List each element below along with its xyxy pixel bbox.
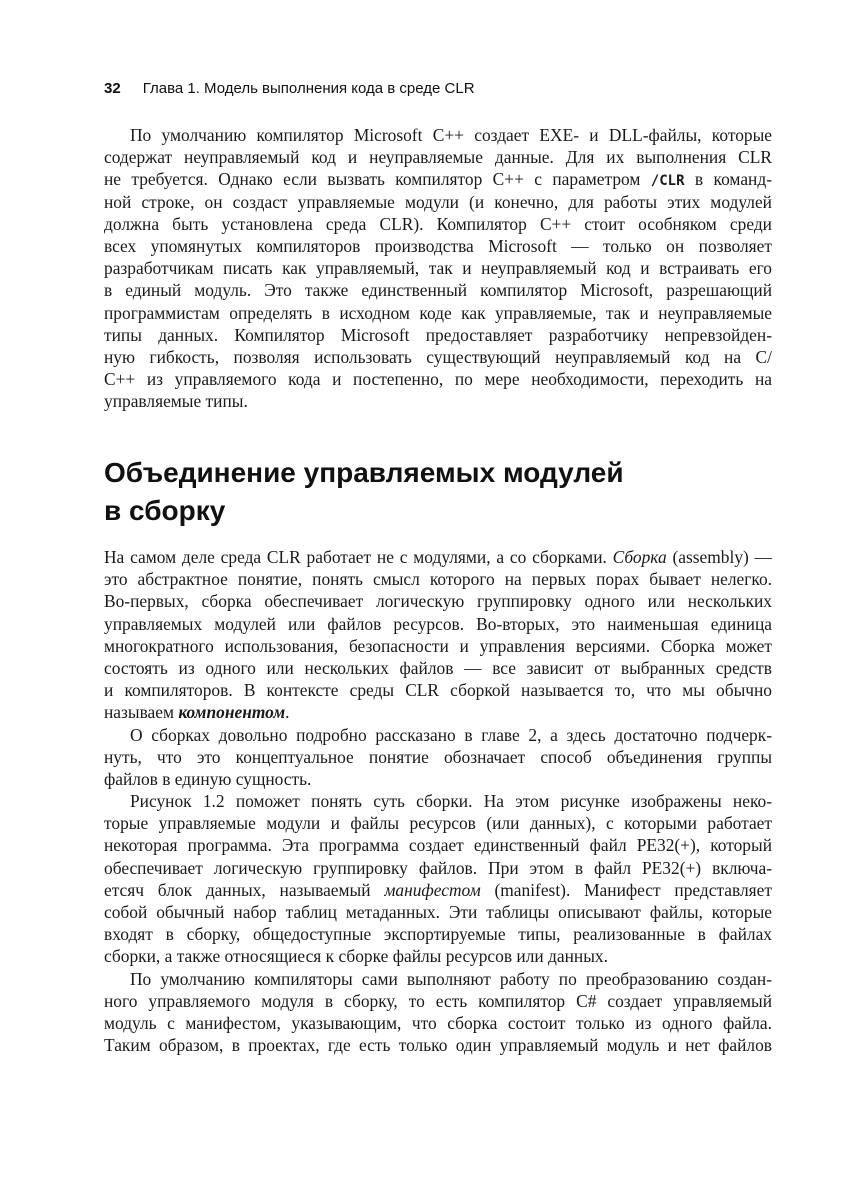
text-line bbox=[104, 168, 772, 190]
intro-paragraph bbox=[104, 124, 772, 412]
text-line: разработчикам писать как управляемый, так и неуправляемый код и встраивать его bbox=[104, 258, 772, 279]
text-line: управляемые типы. bbox=[104, 391, 248, 412]
term-assembly: Сборка bbox=[612, 547, 667, 567]
section-heading-line: Объединение управляемых модулей bbox=[104, 457, 624, 488]
text-fragment: в команд- bbox=[694, 169, 772, 190]
text-line: в единый модуль. Это также единственный компилятор Microsoft, разрешающий bbox=[104, 280, 772, 301]
text-fragment: . bbox=[285, 702, 290, 723]
text-line: и компиляторов. В контексте среды CLR сборкой называется то, что мы обычно bbox=[104, 680, 772, 701]
text-fragment: етсяч блок данных, называемый bbox=[104, 879, 371, 900]
text-line bbox=[104, 546, 772, 568]
running-header bbox=[104, 80, 475, 97]
text-line: программистам определять в исходном коде как управляемые, так и неуправляемые bbox=[104, 302, 772, 323]
text-line: торые управляемые модули и файлы ресурсов (или данных), с которыми работает bbox=[104, 813, 772, 834]
text-line: Таким образом, в проектах, где есть только один управляемый модуль и нет файлов bbox=[104, 1035, 772, 1056]
text-fragment: не требуется. Однако если вызвать компилятор C++ с параметром bbox=[104, 169, 641, 190]
term-component: компонентом bbox=[178, 702, 286, 723]
text-line: модуль с манифестом, указывающим, что сборка состоит только из одного файла. bbox=[104, 1012, 772, 1033]
text-line: управляемых модулей или файлов ресурсов. Во-вторых, это наименьшая единица bbox=[104, 613, 772, 634]
text-fragment: (assembly) — bbox=[672, 547, 773, 567]
text-line: всех упомянутых компиляторов производства Microsoft — только он позволяет bbox=[104, 235, 772, 256]
text-line: По умолчанию компиляторы сами выполняют работу по преобразованию создан- bbox=[130, 968, 772, 989]
text-line: ную гибкость, позволяя использовать существующий неуправляемый код на C/ bbox=[104, 346, 772, 367]
text-line: собой обычный набор таблиц метаданных. Эти таблицы описывают файлы, которые bbox=[104, 902, 772, 922]
clr-switch-code: /CLR bbox=[650, 173, 685, 190]
text-line: состоять из одного или нескольких файлов — все зависит от выбранных средств bbox=[104, 657, 772, 678]
text-fragment: называем bbox=[104, 702, 175, 723]
text-line: это абстрактное понятие, понять смысл которого на первых порах бывает нелегко. bbox=[104, 569, 772, 590]
text-line: ного управляемого модуля в сборку, то есть компилятор C# создает управляемый bbox=[104, 990, 772, 1011]
term-manifest: манифестом bbox=[384, 879, 481, 900]
text-line: По умолчанию компилятор Microsoft C++ создает EXE- и DLL-файлы, которые bbox=[130, 125, 772, 145]
text-line: многократного использования, безопасности и управления версиями. Сборка может bbox=[104, 635, 772, 656]
chapter-title: Глава 1. Модель выполнения кода в среде CLR bbox=[142, 80, 475, 97]
text-line: ной строке, он создаст управляемые модули (и конечно, для работы этих модулей bbox=[104, 191, 772, 212]
text-line: файлов в единую сущность. bbox=[104, 768, 312, 789]
text-line bbox=[104, 879, 772, 901]
section-heading bbox=[104, 454, 624, 530]
section-body bbox=[104, 546, 772, 1056]
text-line: Во-первых, сборка обеспечивает логическую группировку одного или нескольких bbox=[104, 591, 772, 612]
text-line: типы данных. Компилятор Microsoft предоставляет разработчику непревзойден- bbox=[104, 324, 772, 345]
text-line: входят в сборку, общедоступные экспортируемые типы, реализованные в файлах bbox=[104, 924, 772, 945]
text-line: сборки, а также относящиеся к сборке файлы ресурсов или данных. bbox=[104, 946, 608, 967]
text-line: нуть, что это концептуальное понятие обозначает способ объединения группы bbox=[104, 746, 772, 767]
text-line: Рисунок 1.2 поможет понять суть сборки. На этом рисунке изображены неко- bbox=[130, 791, 772, 812]
text-line: должна быть установлена среда CLR). Компилятор C++ стоит особняком среди bbox=[104, 213, 772, 234]
text-fragment: (manifest). Манифест представляет bbox=[494, 879, 772, 900]
text-line: C++ из управляемого кода и постепенно, по мере необходимости, переходить на bbox=[104, 369, 772, 390]
text-line: обеспечивает логическую группировку файлов. При этом в файл PE32(+) включа- bbox=[104, 857, 772, 878]
text-fragment: На самом деле среда CLR работает не с модулями, а со сборками. bbox=[104, 547, 607, 567]
text-line bbox=[104, 701, 772, 723]
text-line: некоторая программа. Эта программа создает единственный файл PE32(+), который bbox=[104, 835, 772, 856]
section-heading-line: в сборку bbox=[104, 495, 226, 526]
page-number: 32 bbox=[104, 80, 121, 97]
text-line: содержат неуправляемый код и неуправляемые данные. Для их выполнения CLR bbox=[104, 147, 772, 168]
text-line: О сборках довольно подробно рассказано в главе 2, а здесь достаточно подчерк- bbox=[130, 724, 772, 745]
